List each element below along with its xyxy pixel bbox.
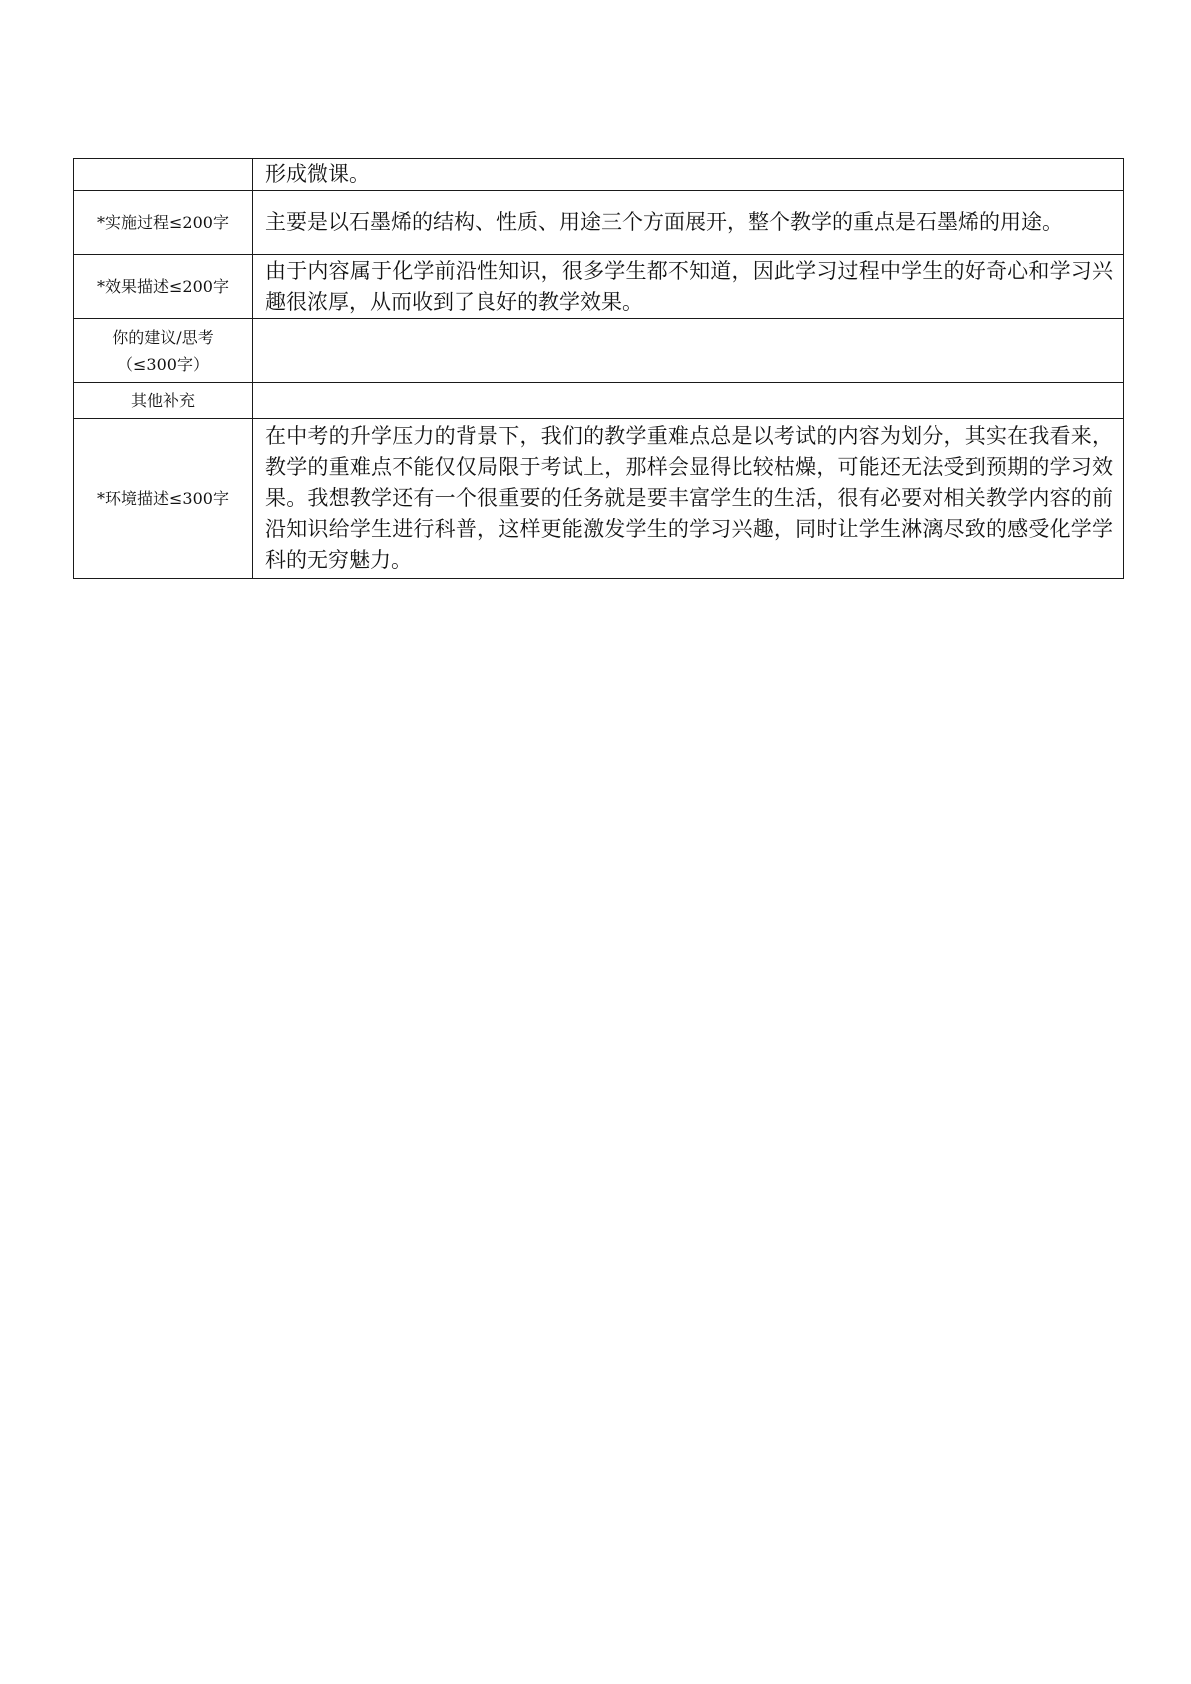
row-content-effect: 由于内容属于化学前沿性知识，很多学生都不知道，因此学习过程中学生的好奇心和学习兴趣很浓厚，从而收到了良好的教学效果。 — [253, 255, 1124, 319]
row-content-environment: 在中考的升学压力的背景下，我们的教学重难点总是以考试的内容为划分，其实在我看来，教学的重难点不能仅仅局限于考试上，那样会显得比较枯燥，可能还无法受到预期的学习效果。我想教学还有一个很重要的任务就是要丰富学生的生活，很有必要对相关教学内容的前沿知识给学生进行科普，这样更能激发学生的学习兴趣，同时让学生淋漓尽致的感受化学学科的无穷魅力。 — [253, 419, 1124, 579]
suggestion-label-line2: （≤300字） — [117, 354, 209, 374]
row-content-microlesson: 形成微课。 — [253, 159, 1124, 191]
row-content-suggestion[interactable] — [253, 319, 1124, 383]
table-row — [74, 319, 1124, 383]
row-label-environment: *环境描述≤300字 — [74, 419, 253, 579]
row-content-supplement[interactable] — [253, 383, 1124, 419]
row-label-supplement: 其他补充 — [74, 383, 253, 419]
suggestion-label-line1: 你的建议/思考 — [112, 327, 214, 347]
table-row — [74, 159, 1124, 191]
row-label-suggestion — [74, 319, 253, 383]
row-label-implementation: *实施过程≤200字 — [74, 191, 253, 255]
teaching-record-table — [73, 158, 1124, 579]
table-row — [74, 191, 1124, 255]
row-label-effect: *效果描述≤200字 — [74, 255, 253, 319]
row-label-empty — [74, 159, 253, 191]
table-row — [74, 383, 1124, 419]
row-content-implementation: 主要是以石墨烯的结构、性质、用途三个方面展开，整个教学的重点是石墨烯的用途。 — [253, 191, 1124, 255]
table-row — [74, 255, 1124, 319]
table-row — [74, 419, 1124, 579]
